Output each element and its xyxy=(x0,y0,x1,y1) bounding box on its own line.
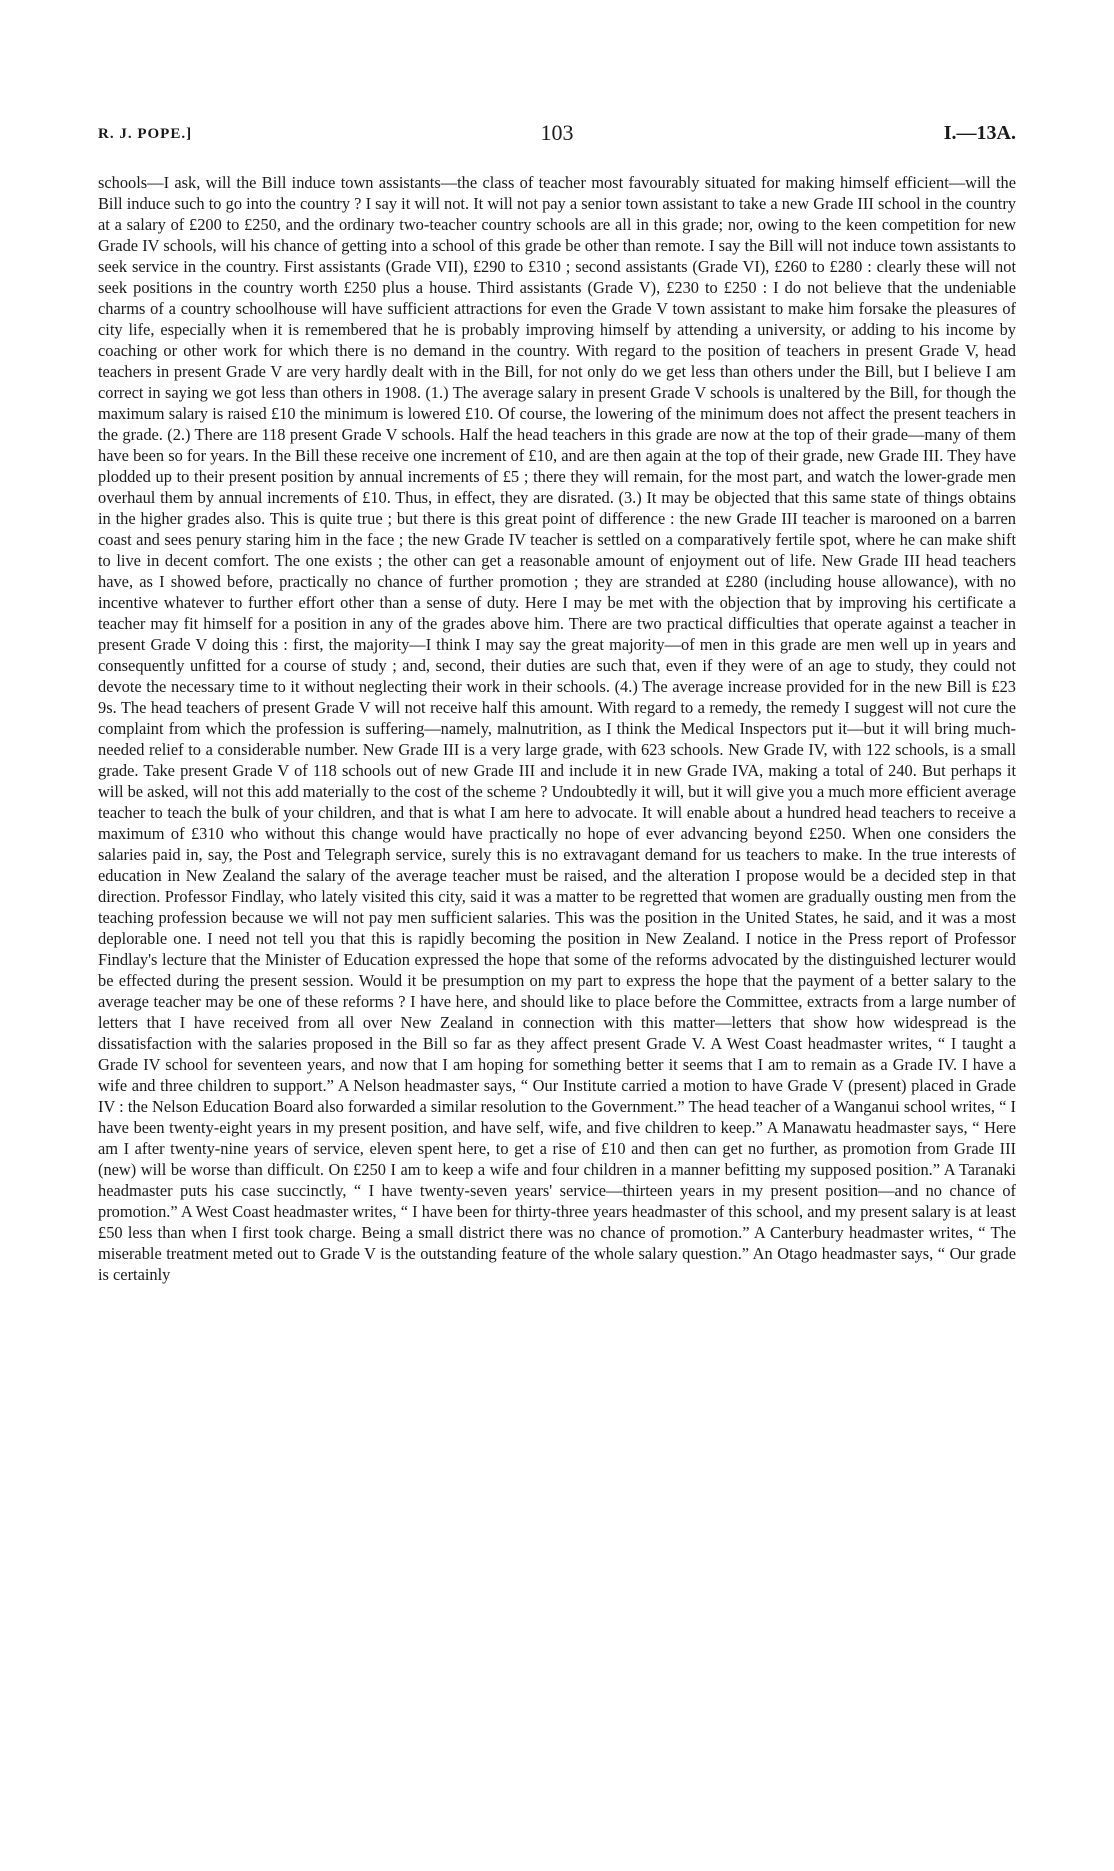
header-author: R. J. POPE.] xyxy=(98,126,193,142)
page-number: 103 xyxy=(540,120,574,145)
body-paragraph: schools—I ask, will the Bill induce town assistants—the class of teacher most favourably situated for making himself efficient—will the Bill induce such to go into the country ? I say it will not. It will not pay a senior town assistant to take a new Grade III school in the country at a salary of £200 to £250, and the ordinary two-teacher country schools are all in this grade; nor, owing to the keen competition for new Grade IV schools, will his chance of getting into a school of this grade be other than remote. I say the Bill will not induce town assistants to seek service in the country. First assistants (Grade VII), £290 to £310 ; second assistants (Grade VI), £260 to £280 : clearly these will not seek positions in the country worth £250 plus a house. Third assistants (Grade V), £230 to £250 : I do not believe that the undeniable charms of a country schoolhouse will have sufficient attractions for even the Grade V town assistant to make him forsake the pleasures of city life, especially when it is remembered that he is probably improving himself by attending a university, or adding to his income by coaching or other work for which there is no demand in the country. With regard to the position of teachers in present Grade V, head teachers in present Grade V are very hardly dealt with in the Bill, for not only do we get less than others under the Bill, but I believe I am correct in saying we got less than others in 1908. (1.) The average salary in present Grade V schools is unaltered by the Bill, for though the maximum salary is raised £10 the minimum is lowered £10. Of course, the lowering of the minimum does not affect the present teachers in the grade. (2.) There are 118 present Grade V schools. Half the head teachers in this grade are now at the top of their grade—many of them have been so for years. In the Bill these receive one increment of £10, and are then again at the top of their grade, new Grade III. They have plodded up to their present position by annual increments of £5 ; there they will remain, for the most part, and watch the lower-grade men overhaul them by annual increments of £10. Thus, in effect, they are disrated. (3.) It may be objected that this same state of things obtains in the higher grades also. This is quite true ; but there is this great point of difference : the new Grade III teacher is marooned on a barren coast and sees penury staring him in the face ; the new Grade IV teacher is settled on a comparatively fertile spot, where he can make shift to live in decent comfort. The one exists ; the other can get a reasonable amount of enjoyment out of life. New Grade III head teachers have, as I showed before, practically no chance of further promotion ; they are stranded at £280 (including house allowance), with no incentive whatever to further effort other than a sense of duty. Here I may be met with the objection that by improving his certificate a teacher may fit himself for a position in any of the grades above him. There are two practical difficulties that operate against a teacher in present Grade V doing this : first, the majority—I think I may say the great majority—of men in this grade are men well up in years and consequently unfitted for a course of study ; and, second, their duties are such that, even if they were of an age to study, they could not devote the necessary time to it without neglecting their work in their schools. (4.) The average increase provided for in the new Bill is £23 9s. The head teachers of present Grade V will not receive half this amount. With regard to a remedy, the remedy I suggest will not cure the complaint from which the profession is suffering—namely, malnutrition, as I think the Medical Inspectors put it—but it will bring much-needed relief to a considerable number. New Grade III is a very large grade, with 623 schools. New Grade IV, with 122 schools, is a small grade. Take present Grade V of 118 schools out of new Grade III and include it in new Grade IVA, making a total of 240. But perhaps it will be asked, will not this add materially to the cost of the scheme ? Undoubtedly it will, but it will give you a much more efficient average teacher to teach the bulk of your children, and that is what I am here to advocate. It will enable about a hundred head teachers to receive a maximum of £310 who without this change would have practically no hope of ever advancing beyond £250. When one considers the salaries paid in, say, the Post and Telegraph service, surely this is no extravagant demand for us teachers to make. In the true interests of education in New Zealand the salary of the average teacher must be raised, and the alteration I propose would be a decided step in that direction. Professor Findlay, who lately visited this city, said it was a matter to be regretted that women are gradually ousting men from the teaching profession because we will not pay men sufficient salaries. This was the position in the United States, he said, and it was a most deplorable one. I need not tell you that this is rapidly becoming the position in New Zealand. I notice in the Press report of Professor Findlay's lecture that the Minister of Education expressed the hope that some of the reforms advocated by the distinguished lecturer would be effected during the present session. Would it be presumption on my part to express the hope that the payment of a better salary to the average teacher may be one of these reforms ? I have here, and should like to place before the Committee, extracts from a large number of letters that I have received from all over New Zealand in connection with this matter—letters that show how widespread is the dissatisfaction with the salaries proposed in the Bill so far as they affect present Grade V. A West Coast headmaster writes, “ I taught a Grade IV school for seventeen years, and now that I am hoping for something better it seems that I am to remain as a Grade IV. I have a wife and three children to support.” A Nelson headmaster says, “ Our Institute carried a motion to have Grade V (present) placed in Grade IV : the Nelson Education Board also forwarded a similar resolution to the Government.” The head teacher of a Wanganui school writes, “ I have been twenty-eight years in my present position, and have self, wife, and five children to keep.” A Manawatu headmaster says, “ Here am I after twenty-nine years of service, eleven spent here, to get a rise of £10 and then can get no further, as promotion from Grade III (new) will be worse than difficult. On £250 I am to keep a wife and four children in a manner befitting my supposed position.” A Taranaki headmaster puts his case succinctly, “ I have twenty-seven years' service—thirteen years in my present position—and no chance of promotion.” A West Coast headmaster writes, “ I have been for thirty-three years headmaster of this school, and my present salary is at least £50 less than when I first took charge. Being a small district there was no chance of promotion.” A Canterbury headmaster writes, “ The miserable treatment meted out to Grade V is the outstanding feature of the whole salary question.” An Otago headmaster says, “ Our grade is certainly xyxy=(98,173,1016,1284)
running-header xyxy=(98,120,1016,150)
header-document-ref: I.—13A. xyxy=(943,122,1016,144)
